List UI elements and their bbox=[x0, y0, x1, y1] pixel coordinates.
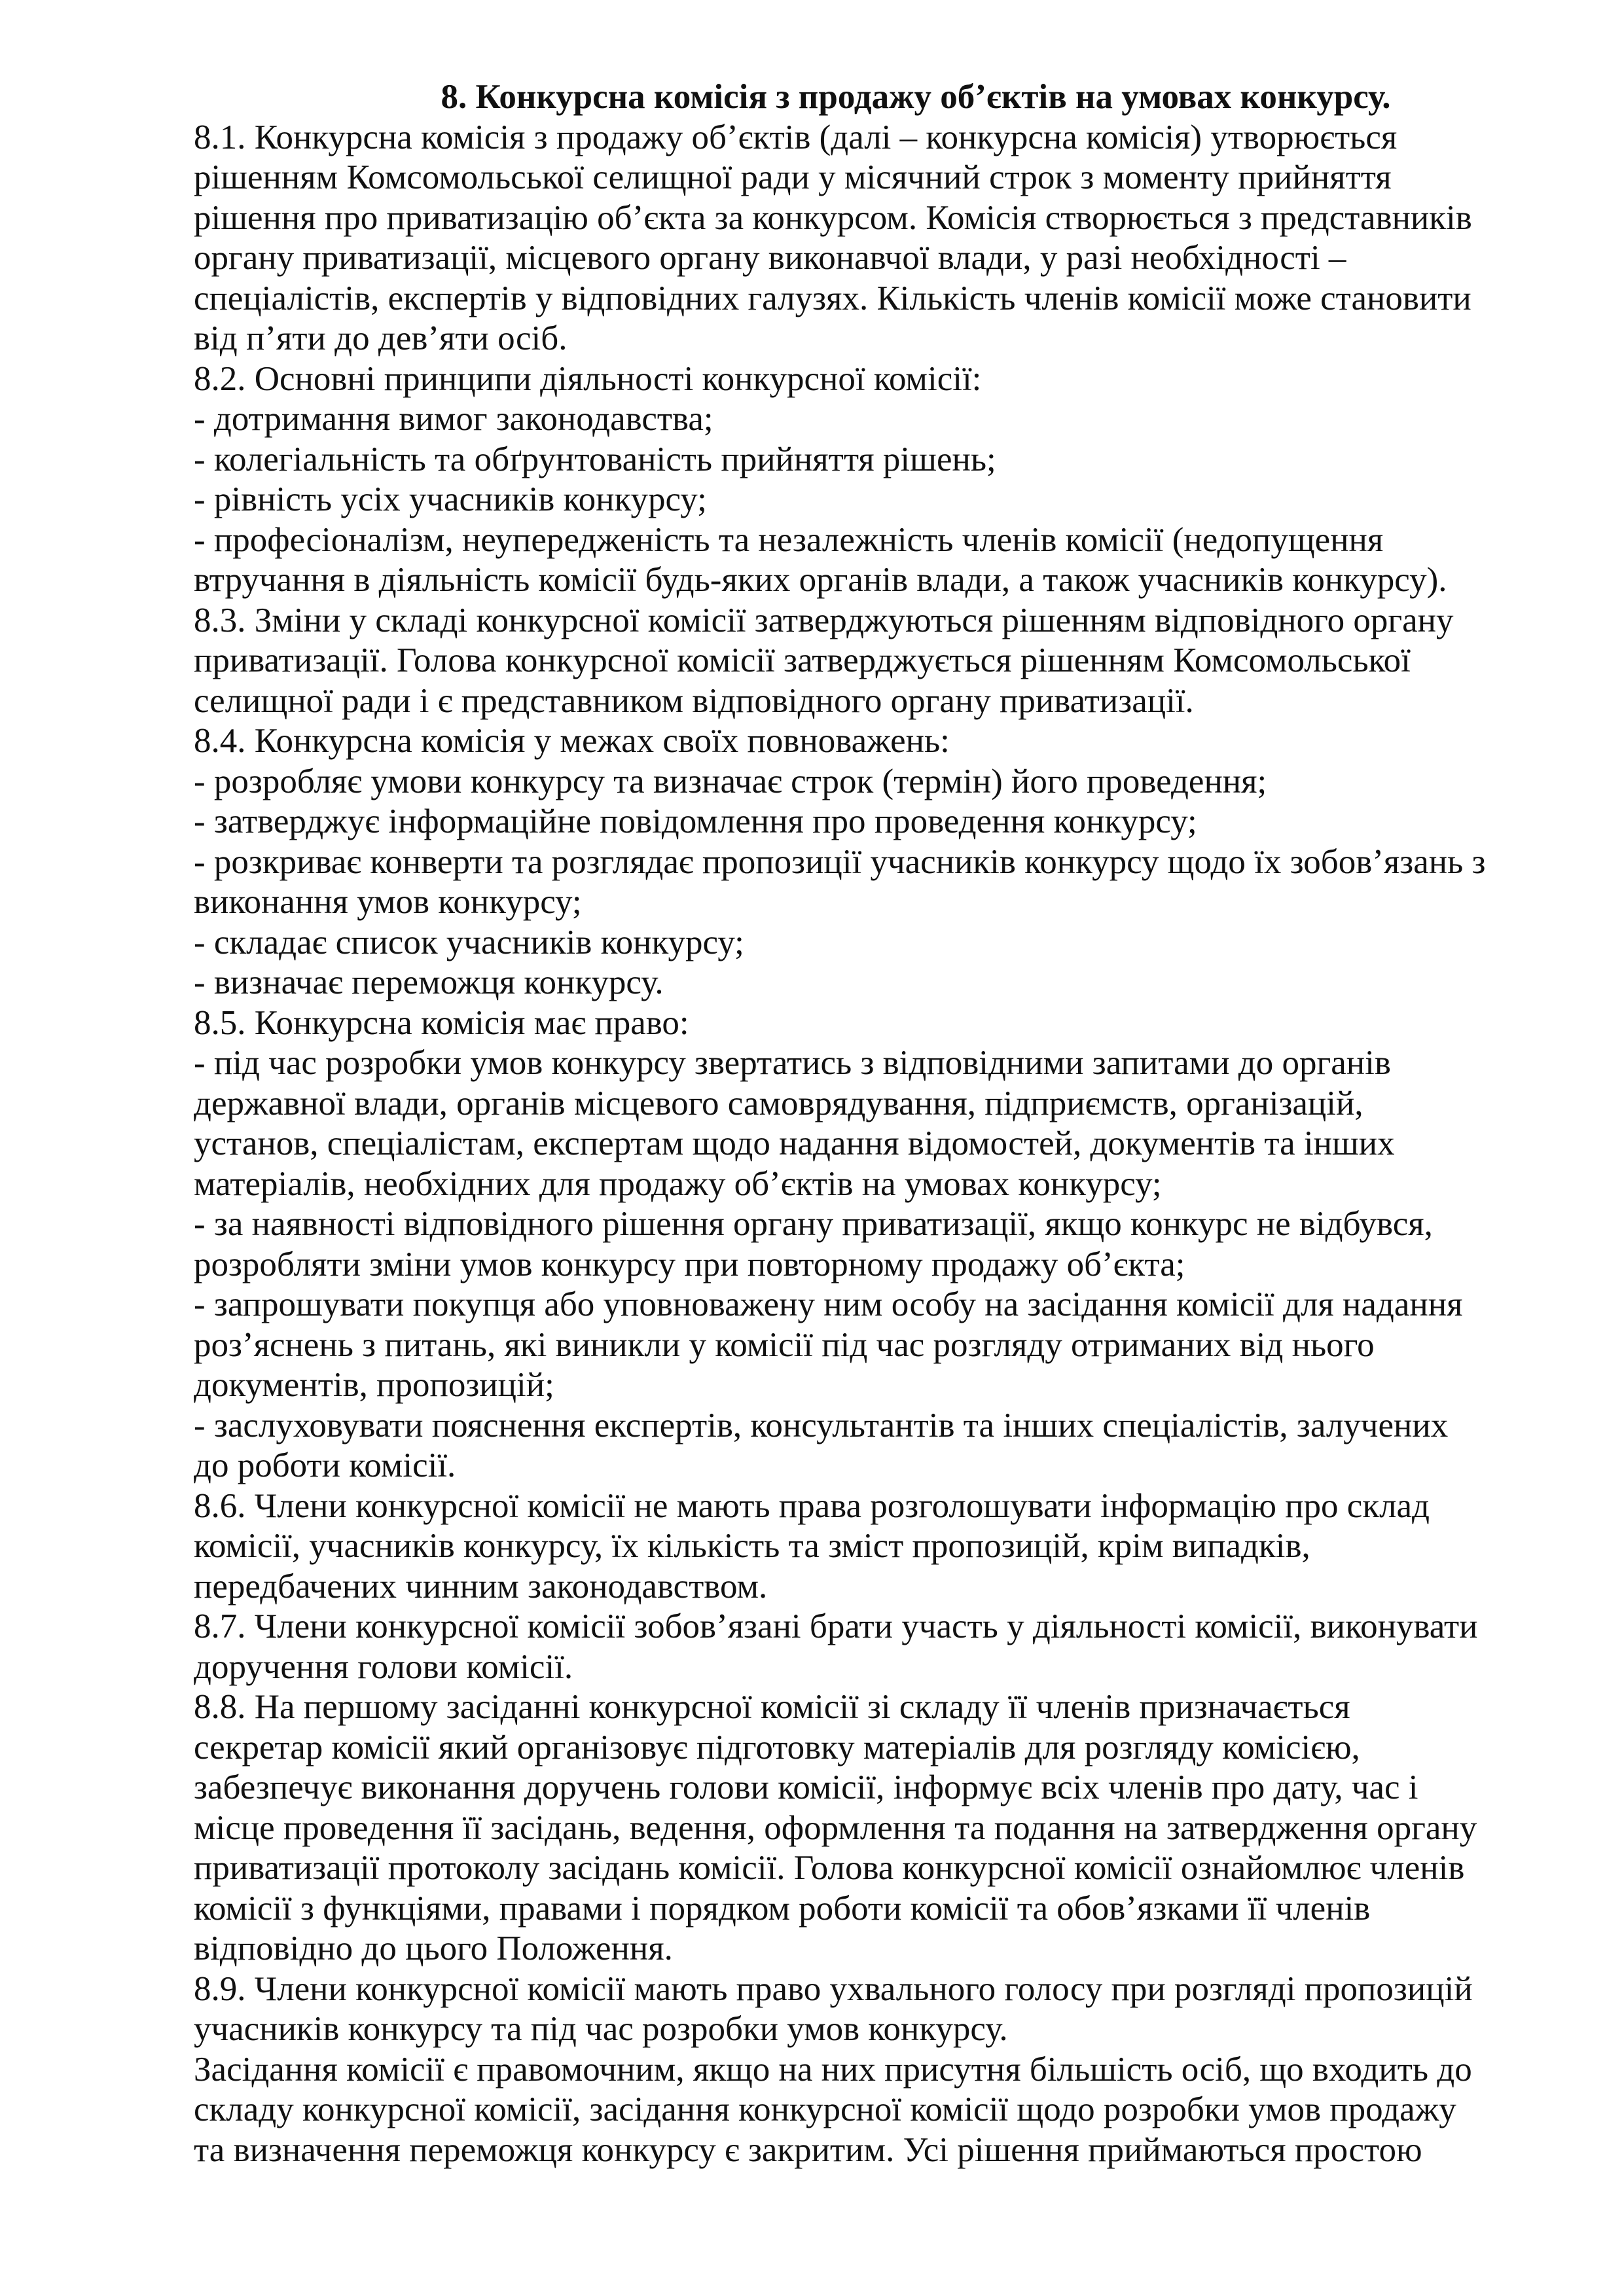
text-line: приватизації протоколу засідань комісії. Голова конкурсної комісії ознайомлює членів bbox=[194, 1849, 1465, 1887]
text-line: комісії, учасників конкурсу, їх кількість та зміст пропозицій, крім випадків, bbox=[194, 1527, 1310, 1565]
text-line: - запрошувати покупця або уповноважену ним особу на засідання комісії для надання bbox=[194, 1285, 1463, 1323]
text-line: до роботи комісії. bbox=[194, 1446, 456, 1484]
text-line: та визначення переможця конкурсу є закритим. Усі рішення приймаються простою bbox=[194, 2130, 1422, 2169]
text-line: місце проведення її засідань, ведення, оформлення та подання на затвердження органу bbox=[194, 1808, 1477, 1847]
text-line: установ, спеціалістам, експертам щодо надання відомостей, документів та інших bbox=[194, 1124, 1395, 1162]
document-page bbox=[194, 77, 1526, 2170]
text-line: 8.1. Конкурсна комісія з продажу об’єктів (далі – конкурсна комісія) утворюється bbox=[194, 118, 1398, 156]
text-line: рішенням Комсомольської селищної ради у місячний строк з моменту прийняття bbox=[194, 158, 1392, 196]
text-line: розробляти зміни умов конкурсу при повторному продажу об’єкта; bbox=[194, 1245, 1185, 1283]
text-line: передбачених чинним законодавством. bbox=[194, 1567, 768, 1605]
text-line: - колегіальність та обґрунтованість прийняття рішень; bbox=[194, 440, 996, 478]
text-line: Засідання комісії є правомочним, якщо на них присутня більшість осіб, що входить до bbox=[194, 2050, 1472, 2089]
section-heading: 8. Конкурсна комісія з продажу об’єктів на умовах конкурсу. bbox=[441, 78, 1391, 116]
text-line: - розробляє умови конкурсу та визначає строк (термін) його проведення; bbox=[194, 762, 1267, 800]
document-body bbox=[194, 118, 1526, 2171]
text-line: 8.7. Члени конкурсної комісії зобов’язані брати участь у діяльності комісії, виконувати bbox=[194, 1607, 1478, 1645]
text-line: - професіоналізм, неупередженість та незалежність членів комісії (недопущення bbox=[194, 520, 1384, 559]
text-line: роз’яснень з питань, які виникли у комісії під час розгляду отриманих від нього bbox=[194, 1325, 1375, 1364]
text-line: - розкриває конверти та розглядає пропозиції учасників конкурсу щодо їх зобов’язань з bbox=[194, 842, 1486, 881]
text-line: - за наявності відповідного рішення органу приватизації, якщо конкурс не відбувся, bbox=[194, 1205, 1433, 1243]
text-line: виконання умов конкурсу; bbox=[194, 883, 582, 921]
text-line: документів, пропозицій; bbox=[194, 1366, 554, 1404]
text-line: секретар комісії який організовує підготовку матеріалів для розгляду комісією, bbox=[194, 1728, 1360, 1767]
text-line: - рівність усіх учасників конкурсу; bbox=[194, 480, 707, 518]
text-line: 8.3. Зміни у складі конкурсної комісії затверджуються рішенням відповідного органу bbox=[194, 601, 1454, 639]
text-line: - дотримання вимог законодавства; bbox=[194, 400, 713, 438]
text-line: - складає список учасників конкурсу; bbox=[194, 923, 744, 961]
text-line: складу конкурсної комісії, засідання конкурсної комісії щодо розробки умов продажу bbox=[194, 2090, 1456, 2128]
text-line: матеріалів, необхідних для продажу об’єктів на умовах конкурсу; bbox=[194, 1164, 1162, 1203]
text-line: приватизації. Голова конкурсної комісії затверджується рішенням Комсомольської bbox=[194, 641, 1411, 679]
text-line: доручення голови комісії. bbox=[194, 1647, 573, 1686]
text-line: комісії з функціями, правами і порядком роботи комісії та обов’язками її членів bbox=[194, 1889, 1371, 1928]
text-line: 8.4. Конкурсна комісія у межах своїх повноважень: bbox=[194, 722, 950, 760]
text-line: відповідно до цього Положення. bbox=[194, 1929, 673, 1967]
text-line: від п’яти до дев’яти осіб. bbox=[194, 319, 568, 357]
text-line: селищної ради і є представником відповідного органу приватизації. bbox=[194, 681, 1194, 720]
text-line: державної влади, органів місцевого самоврядування, підприємств, організацій, bbox=[194, 1084, 1363, 1122]
text-line: втручання в діяльність комісії будь-яких органів влади, а також учасників конкурсу). bbox=[194, 561, 1447, 599]
text-line: 8.2. Основні принципи діяльності конкурсної комісії: bbox=[194, 359, 982, 398]
text-line: 8.8. На першому засіданні конкурсної комісії зі складу її членів призначається bbox=[194, 1688, 1350, 1726]
text-line: 8.6. Члени конкурсної комісії не мають права розголошувати інформацію про склад bbox=[194, 1486, 1430, 1525]
text-line: рішення про приватизацію об’єкта за конкурсом. Комісія створюється з представників bbox=[194, 198, 1472, 237]
text-line: спеціалістів, експертів у відповідних галузях. Кількість членів комісії може становити bbox=[194, 279, 1471, 317]
text-line: - під час розробки умов конкурсу звертатись з відповідними запитами до органів bbox=[194, 1044, 1391, 1082]
text-line: забезпечує виконання доручень голови комісії, інформує всіх членів про дату, час і bbox=[194, 1768, 1418, 1806]
text-line: - заслуховувати пояснення експертів, консультантів та інших спеціалістів, залучених bbox=[194, 1406, 1449, 1444]
text-line: 8.9. Члени конкурсної комісії мають право ухвального голосу при розгляді пропозицій bbox=[194, 1969, 1473, 2008]
text-line: - визначає переможця конкурсу. bbox=[194, 963, 664, 1001]
text-line: учасників конкурсу та під час розробки умов конкурсу. bbox=[194, 2010, 1008, 2048]
text-line: - затверджує інформаційне повідомлення про проведення конкурсу; bbox=[194, 802, 1197, 840]
text-line: органу приватизації, місцевого органу виконавчої влади, у разі необхідності – bbox=[194, 239, 1346, 277]
text-line: 8.5. Конкурсна комісія має право: bbox=[194, 1003, 689, 1042]
